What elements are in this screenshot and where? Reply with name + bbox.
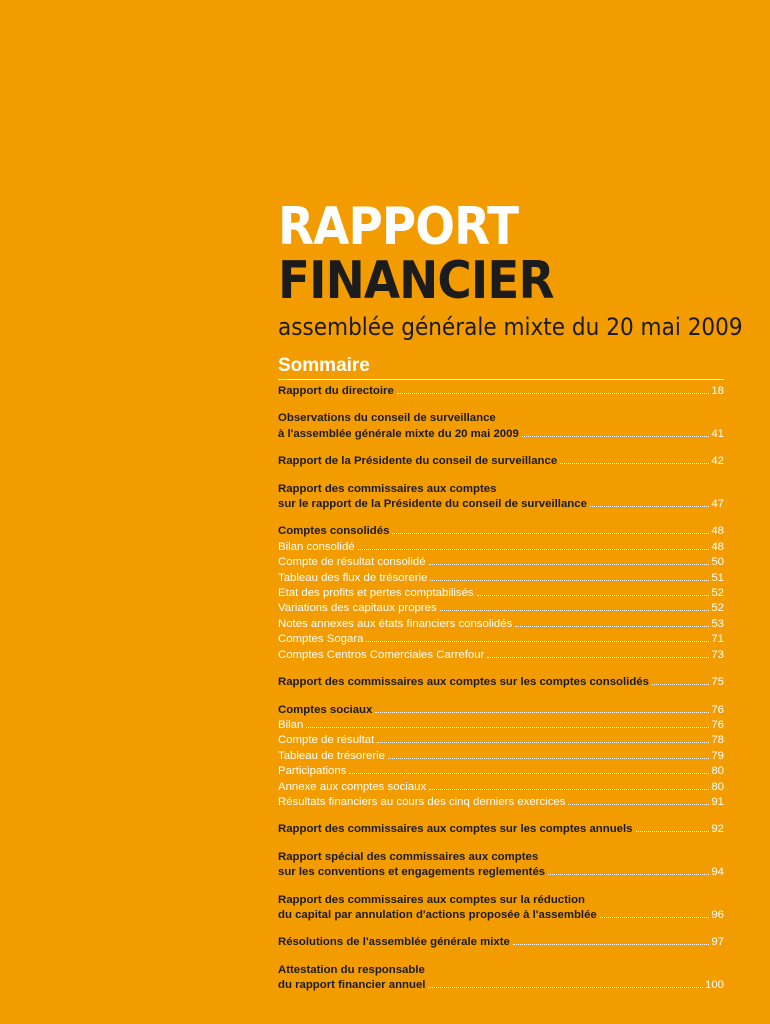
- dot-leader: [636, 831, 710, 832]
- toc-entry-heading-line: Rapport spécial des commissaires aux comptes: [278, 850, 539, 863]
- toc-page-number: 96: [711, 908, 724, 921]
- toc-entry: [278, 427, 724, 442]
- toc-entry: [278, 675, 724, 690]
- toc-page-number: 71: [711, 633, 724, 646]
- toc-entry-label: Tableau des flux de trésorerie: [278, 571, 428, 584]
- toc-section: [278, 893, 724, 924]
- sommaire-heading: Sommaire: [278, 355, 724, 380]
- toc-entry-label: Résolutions de l'assemblée générale mixte: [278, 936, 510, 949]
- toc-page-number: 78: [711, 734, 724, 747]
- toc-subentry: [278, 795, 724, 810]
- toc-page-number: 80: [711, 765, 724, 778]
- toc-entry-label: du capital par annulation d'actions proposée à l'assemblée: [278, 908, 597, 921]
- toc-entry-label: à l'assemblée générale mixte du 20 mai 2009: [278, 427, 519, 440]
- toc-section: [278, 822, 724, 837]
- toc-entry-label: Comptes consolidés: [278, 525, 390, 538]
- dot-leader: [560, 463, 709, 464]
- toc-section: [278, 935, 724, 950]
- toc-entry-label: Annexe aux comptes sociaux: [278, 780, 427, 793]
- dot-leader: [397, 393, 710, 394]
- dot-leader: [388, 758, 709, 759]
- toc-subentry: [278, 586, 724, 601]
- toc-entry-label: Tableau de trésorerie: [278, 749, 386, 762]
- dot-leader: [590, 506, 709, 507]
- toc-subentry: [278, 648, 724, 663]
- dot-leader: [568, 804, 709, 805]
- toc-entry-label: sur le rapport de la Présidente du conseil de surveillance: [278, 498, 587, 511]
- toc-page-number: 73: [711, 648, 724, 661]
- dot-leader: [306, 727, 709, 728]
- toc-entry-label: Compte de résultat: [278, 734, 375, 747]
- toc-entry: [278, 703, 724, 718]
- toc-page-number: 50: [711, 556, 724, 569]
- dot-leader: [428, 987, 703, 988]
- dot-leader: [600, 917, 710, 918]
- toc-entry: [278, 524, 724, 539]
- toc-page-number: 41: [711, 427, 724, 440]
- dot-leader: [515, 626, 709, 627]
- dot-leader: [377, 742, 709, 743]
- toc-section: [278, 675, 724, 690]
- toc-entry-label: Rapport du directoire: [278, 385, 394, 397]
- dot-leader: [430, 580, 709, 581]
- dot-leader: [513, 944, 709, 945]
- toc-section: [278, 384, 724, 399]
- toc-page-number: 52: [711, 602, 724, 615]
- toc-page-number: 79: [711, 749, 724, 762]
- toc-entry-heading-line: Attestation du responsable: [278, 963, 425, 976]
- dot-leader: [548, 874, 709, 875]
- toc-page-number: 48: [711, 525, 724, 538]
- toc-subentry: [278, 733, 724, 748]
- toc-subentry: [278, 780, 724, 795]
- toc-entry-label: Rapport des commissaires aux comptes sur les comptes consolidés: [278, 676, 649, 689]
- toc-entry: [278, 384, 724, 399]
- toc-entry-heading-line: Observations du conseil de surveillance: [278, 412, 496, 425]
- toc-section: [278, 963, 724, 994]
- report-subtitle: assemblée générale mixte du 20 mai 2009: [278, 313, 743, 341]
- toc-page-number: 75: [711, 676, 724, 689]
- toc-entry-label: Variations des capitaux propres: [278, 602, 437, 615]
- toc-page-number: 42: [711, 455, 724, 468]
- toc-entry: [278, 822, 724, 837]
- toc-entry: [278, 935, 724, 950]
- toc-subentry: [278, 632, 724, 647]
- table-of-contents: [278, 384, 724, 1006]
- toc-subentry: [278, 571, 724, 586]
- dot-leader: [358, 549, 710, 550]
- toc-entry-label: Notes annexes aux états financiers consolidés: [278, 617, 513, 630]
- toc-page-number: 76: [711, 703, 724, 716]
- dot-leader: [429, 789, 709, 790]
- toc-subentry: [278, 617, 724, 632]
- toc-entry-label: du rapport financier annuel: [278, 979, 426, 992]
- toc-subentry: [278, 540, 724, 555]
- toc-entry: [278, 497, 724, 512]
- toc-page-number: 51: [711, 571, 724, 584]
- toc-page-number: 76: [711, 718, 724, 731]
- toc-entry-label: Comptes Centros Comerciales Carrefour: [278, 648, 485, 661]
- toc-entry-label: Bilan consolidé: [278, 540, 355, 553]
- toc-page-number: 18: [711, 385, 724, 397]
- toc-entry-label: Etat des profits et pertes comptabilisés: [278, 587, 474, 600]
- toc-section: [278, 482, 724, 513]
- toc-entry-label: Compte de résultat consolidé: [278, 556, 426, 569]
- toc-subentry: [278, 764, 724, 779]
- toc-page-number: 94: [711, 866, 724, 879]
- toc-entry: [278, 865, 724, 880]
- toc-page-number: 91: [711, 795, 724, 808]
- title-line-2: FINANCIER: [278, 251, 554, 311]
- toc-entry-label: sur les conventions et engagements reglementés: [278, 866, 546, 879]
- toc-page-number: 48: [711, 540, 724, 553]
- toc-page-number: 52: [711, 587, 724, 600]
- toc-page-number: 97: [711, 936, 724, 949]
- toc-subentry: [278, 749, 724, 764]
- dot-leader: [429, 564, 710, 565]
- toc-subentry: [278, 555, 724, 570]
- report-title: [278, 197, 584, 311]
- toc-entry-label: Résultats financiers au cours des cinq derniers exercices: [278, 795, 566, 808]
- dot-leader: [440, 610, 710, 611]
- toc-entry-label: Participations: [278, 765, 347, 778]
- dot-leader: [522, 436, 710, 437]
- toc-entry: [278, 978, 724, 993]
- toc-section: [278, 411, 724, 442]
- toc-page-number: 47: [711, 498, 724, 511]
- toc-entry-heading-line: Rapport des commissaires aux comptes sur la réduction: [278, 893, 586, 906]
- toc-page-number: 100: [704, 979, 724, 992]
- toc-section: [278, 454, 724, 469]
- toc-entry-label: Comptes Sogara: [278, 633, 364, 646]
- dot-leader: [349, 773, 709, 774]
- toc-entry-label: Bilan: [278, 718, 304, 731]
- dot-leader: [366, 641, 709, 642]
- toc-page-number: 92: [711, 823, 724, 836]
- toc-entry-label: Rapport des commissaires aux comptes sur les comptes annuels: [278, 823, 633, 836]
- dot-leader: [477, 595, 710, 596]
- toc-section: [278, 703, 724, 811]
- title-line-1: RAPPORT: [278, 197, 519, 257]
- dot-leader: [652, 684, 709, 685]
- toc-subentry: [278, 601, 724, 616]
- dot-leader: [392, 533, 709, 534]
- toc-entry-heading-line: Rapport des commissaires aux comptes: [278, 482, 497, 495]
- toc-section: [278, 524, 724, 663]
- toc-page-number: 53: [711, 617, 724, 630]
- toc-subentry: [278, 718, 724, 733]
- toc-entry-label: Rapport de la Présidente du conseil de surveillance: [278, 455, 558, 468]
- dot-leader: [375, 712, 709, 713]
- toc-entry-label: Comptes sociaux: [278, 703, 373, 716]
- toc-entry: [278, 454, 724, 469]
- toc-entry: [278, 908, 724, 923]
- dot-leader: [487, 657, 709, 658]
- toc-page-number: 80: [711, 780, 724, 793]
- toc-section: [278, 850, 724, 881]
